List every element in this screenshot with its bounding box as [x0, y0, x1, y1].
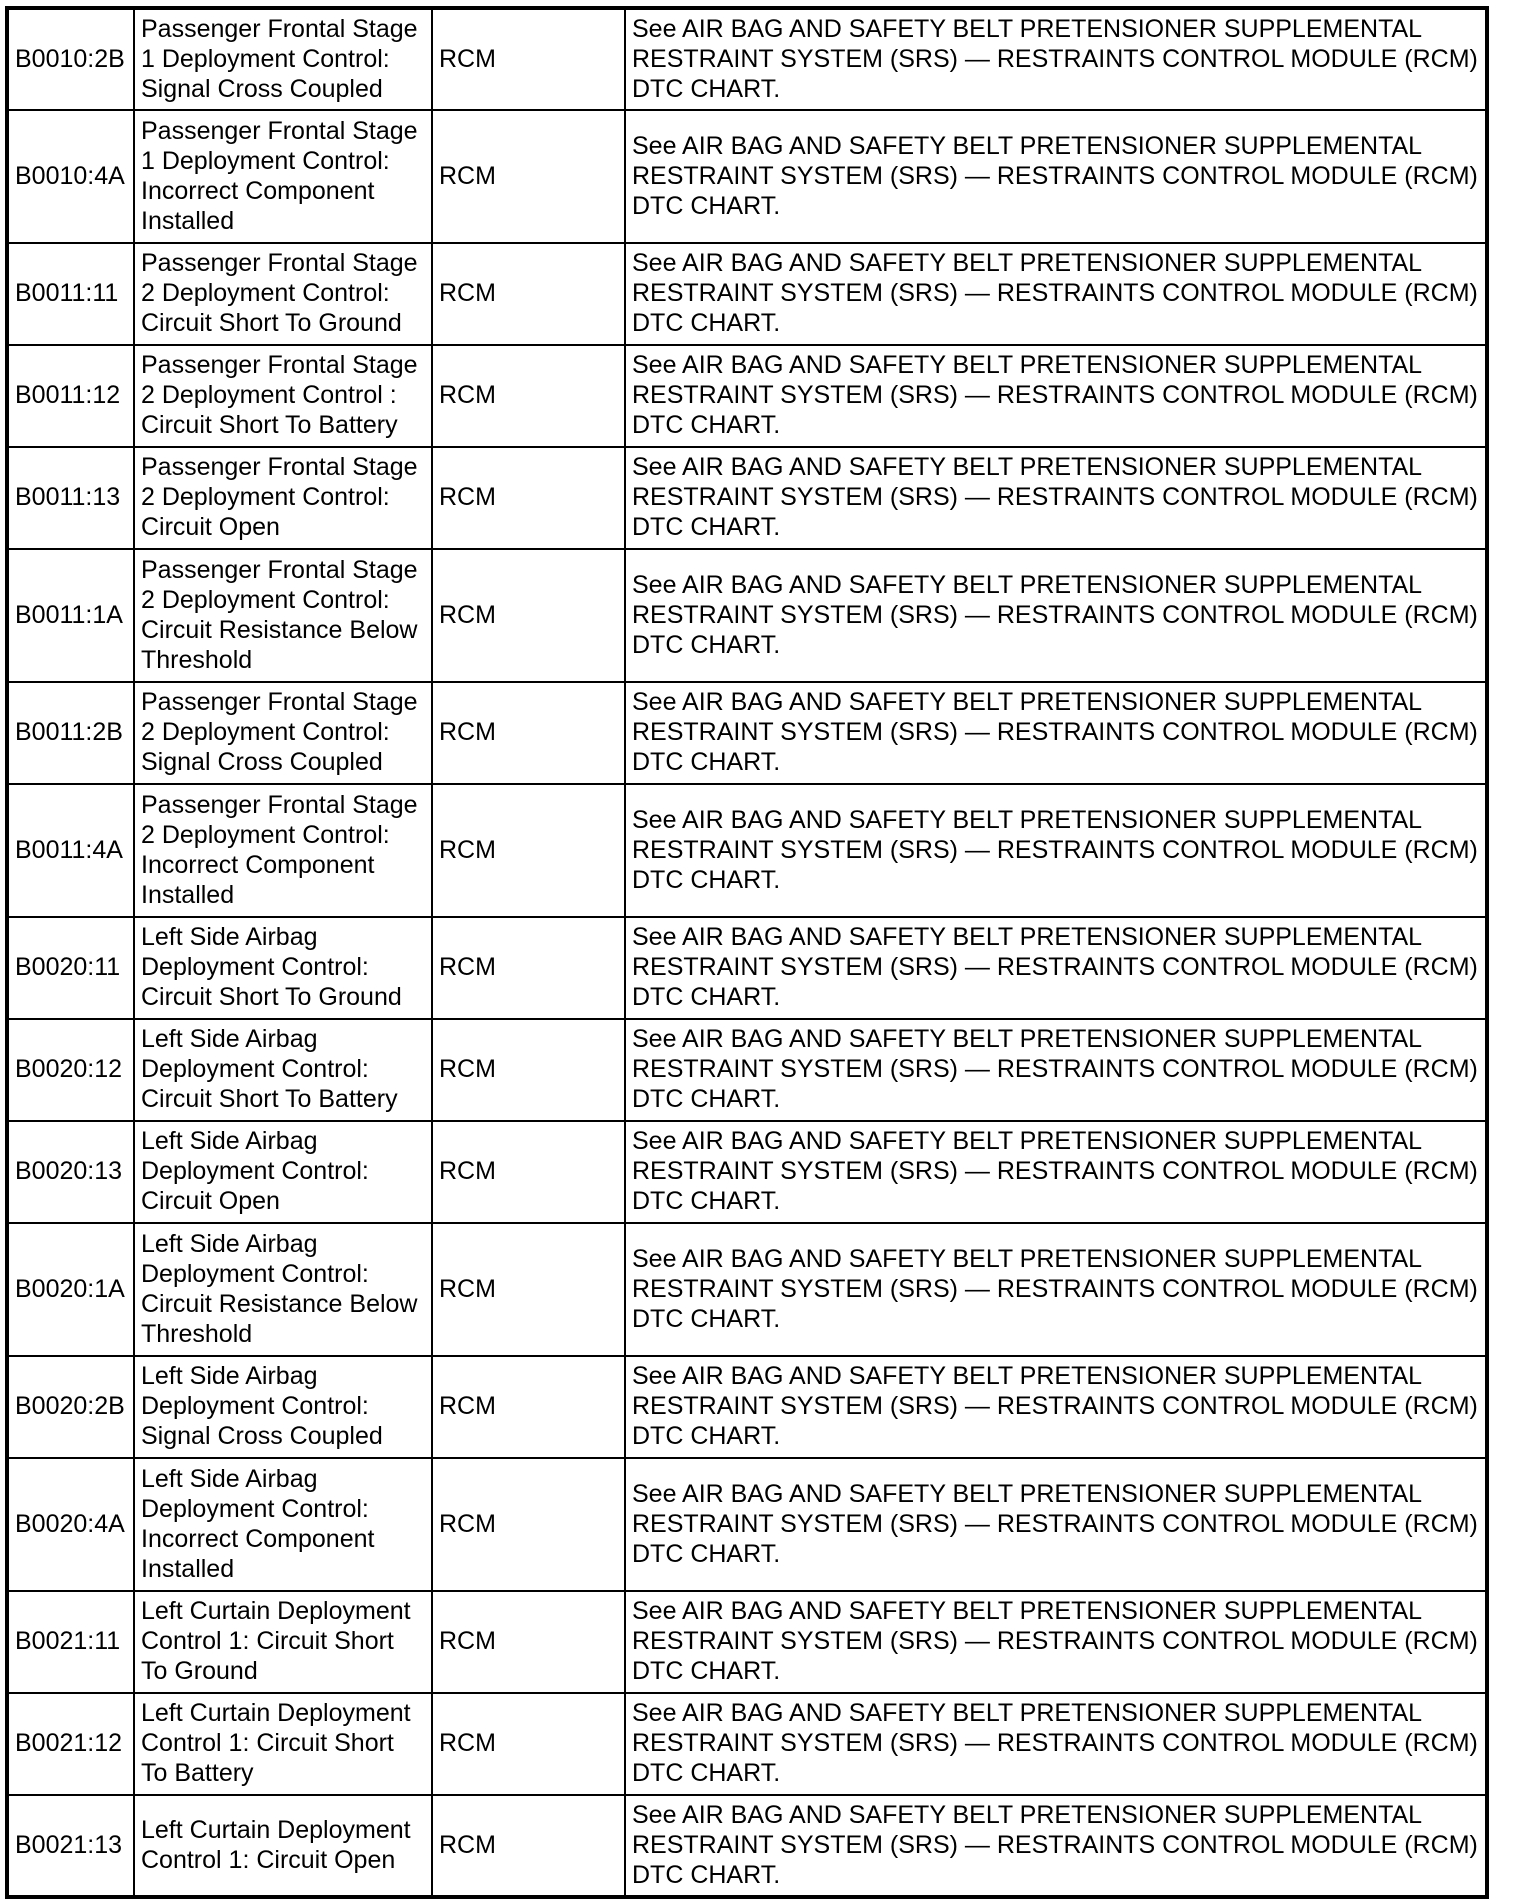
- module-cell: RCM: [432, 110, 625, 243]
- action-cell: See AIR BAG AND SAFETY BELT PRETENSIONER SUPPLEMENTAL RESTRAINT SYSTEM (SRS) — RESTRAINTS CONTROL MODULE (RCM) DTC CHART.: [625, 1356, 1487, 1458]
- table-row: [7, 784, 1487, 917]
- dtc-code-cell: B0010:4A: [7, 110, 134, 243]
- dtc-code-cell: B0011:12: [7, 345, 134, 447]
- action-cell: See AIR BAG AND SAFETY BELT PRETENSIONER SUPPLEMENTAL RESTRAINT SYSTEM (SRS) — RESTRAINTS CONTROL MODULE (RCM) DTC CHART.: [625, 1458, 1487, 1591]
- module-cell: RCM: [432, 1693, 625, 1795]
- dtc-code-cell: B0020:4A: [7, 1458, 134, 1591]
- action-cell: See AIR BAG AND SAFETY BELT PRETENSIONER SUPPLEMENTAL RESTRAINT SYSTEM (SRS) — RESTRAINTS CONTROL MODULE (RCM) DTC CHART.: [625, 1019, 1487, 1121]
- action-cell: See AIR BAG AND SAFETY BELT PRETENSIONER SUPPLEMENTAL RESTRAINT SYSTEM (SRS) — RESTRAINTS CONTROL MODULE (RCM) DTC CHART.: [625, 1591, 1487, 1693]
- dtc-table: [5, 6, 1489, 1899]
- action-cell: See AIR BAG AND SAFETY BELT PRETENSIONER SUPPLEMENTAL RESTRAINT SYSTEM (SRS) — RESTRAINTS CONTROL MODULE (RCM) DTC CHART.: [625, 682, 1487, 784]
- action-cell: See AIR BAG AND SAFETY BELT PRETENSIONER SUPPLEMENTAL RESTRAINT SYSTEM (SRS) — RESTRAINTS CONTROL MODULE (RCM) DTC CHART.: [625, 1693, 1487, 1795]
- dtc-code-cell: B0021:11: [7, 1591, 134, 1693]
- description-cell: Left Curtain Deployment Control 1: Circuit Short To Battery: [134, 1693, 432, 1795]
- table-row: [7, 447, 1487, 549]
- description-cell: Passenger Frontal Stage 2 Deployment Control : Circuit Short To Battery: [134, 345, 432, 447]
- action-cell: See AIR BAG AND SAFETY BELT PRETENSIONER SUPPLEMENTAL RESTRAINT SYSTEM (SRS) — RESTRAINTS CONTROL MODULE (RCM) DTC CHART.: [625, 110, 1487, 243]
- dtc-code-cell: B0011:2B: [7, 682, 134, 784]
- dtc-code-cell: B0011:4A: [7, 784, 134, 917]
- module-cell: RCM: [432, 682, 625, 784]
- action-cell: See AIR BAG AND SAFETY BELT PRETENSIONER SUPPLEMENTAL RESTRAINT SYSTEM (SRS) — RESTRAINTS CONTROL MODULE (RCM) DTC CHART.: [625, 8, 1487, 110]
- dtc-code-cell: B0020:11: [7, 917, 134, 1019]
- table-row: [7, 1591, 1487, 1693]
- table-row: [7, 1458, 1487, 1591]
- description-cell: Passenger Frontal Stage 2 Deployment Control: Circuit Short To Ground: [134, 243, 432, 345]
- description-cell: Left Side Airbag Deployment Control: Circuit Short To Ground: [134, 917, 432, 1019]
- module-cell: RCM: [432, 8, 625, 110]
- module-cell: RCM: [432, 1795, 625, 1897]
- table-row: [7, 1795, 1487, 1897]
- dtc-code-cell: B0011:1A: [7, 549, 134, 682]
- table-row: [7, 1121, 1487, 1223]
- description-cell: Left Side Airbag Deployment Control: Circuit Open: [134, 1121, 432, 1223]
- module-cell: RCM: [432, 447, 625, 549]
- dtc-code-cell: B0011:11: [7, 243, 134, 345]
- module-cell: RCM: [432, 1223, 625, 1356]
- action-cell: See AIR BAG AND SAFETY BELT PRETENSIONER SUPPLEMENTAL RESTRAINT SYSTEM (SRS) — RESTRAINTS CONTROL MODULE (RCM) DTC CHART.: [625, 447, 1487, 549]
- action-cell: See AIR BAG AND SAFETY BELT PRETENSIONER SUPPLEMENTAL RESTRAINT SYSTEM (SRS) — RESTRAINTS CONTROL MODULE (RCM) DTC CHART.: [625, 1795, 1487, 1897]
- description-cell: Left Side Airbag Deployment Control: Circuit Short To Battery: [134, 1019, 432, 1121]
- module-cell: RCM: [432, 1356, 625, 1458]
- module-cell: RCM: [432, 345, 625, 447]
- description-cell: Left Side Airbag Deployment Control: Circuit Resistance Below Threshold: [134, 1223, 432, 1356]
- dtc-code-cell: B0021:13: [7, 1795, 134, 1897]
- dtc-code-cell: B0020:1A: [7, 1223, 134, 1356]
- action-cell: See AIR BAG AND SAFETY BELT PRETENSIONER SUPPLEMENTAL RESTRAINT SYSTEM (SRS) — RESTRAINTS CONTROL MODULE (RCM) DTC CHART.: [625, 243, 1487, 345]
- module-cell: RCM: [432, 784, 625, 917]
- description-cell: Passenger Frontal Stage 2 Deployment Control: Circuit Open: [134, 447, 432, 549]
- dtc-code-cell: B0010:2B: [7, 8, 134, 110]
- table-row: [7, 8, 1487, 110]
- description-cell: Left Curtain Deployment Control 1: Circuit Open: [134, 1795, 432, 1897]
- module-cell: RCM: [432, 1591, 625, 1693]
- module-cell: RCM: [432, 1019, 625, 1121]
- dtc-code-cell: B0021:12: [7, 1693, 134, 1795]
- action-cell: See AIR BAG AND SAFETY BELT PRETENSIONER SUPPLEMENTAL RESTRAINT SYSTEM (SRS) — RESTRAINTS CONTROL MODULE (RCM) DTC CHART.: [625, 784, 1487, 917]
- description-cell: Passenger Frontal Stage 1 Deployment Control: Incorrect Component Installed: [134, 110, 432, 243]
- description-cell: Left Side Airbag Deployment Control: Signal Cross Coupled: [134, 1356, 432, 1458]
- description-cell: Passenger Frontal Stage 2 Deployment Control: Circuit Resistance Below Threshold: [134, 549, 432, 682]
- dtc-code-cell: B0020:12: [7, 1019, 134, 1121]
- table-row: [7, 1223, 1487, 1356]
- table-row: [7, 1019, 1487, 1121]
- table-row: [7, 1693, 1487, 1795]
- dtc-table-body: [7, 8, 1487, 1897]
- description-cell: Left Curtain Deployment Control 1: Circuit Short To Ground: [134, 1591, 432, 1693]
- description-cell: Passenger Frontal Stage 1 Deployment Control: Signal Cross Coupled: [134, 8, 432, 110]
- module-cell: RCM: [432, 243, 625, 345]
- table-row: [7, 1356, 1487, 1458]
- table-row: [7, 682, 1487, 784]
- action-cell: See AIR BAG AND SAFETY BELT PRETENSIONER SUPPLEMENTAL RESTRAINT SYSTEM (SRS) — RESTRAINTS CONTROL MODULE (RCM) DTC CHART.: [625, 1121, 1487, 1223]
- table-row: [7, 917, 1487, 1019]
- dtc-code-cell: B0020:2B: [7, 1356, 134, 1458]
- module-cell: RCM: [432, 1458, 625, 1591]
- description-cell: Left Side Airbag Deployment Control: Incorrect Component Installed: [134, 1458, 432, 1591]
- action-cell: See AIR BAG AND SAFETY BELT PRETENSIONER SUPPLEMENTAL RESTRAINT SYSTEM (SRS) — RESTRAINTS CONTROL MODULE (RCM) DTC CHART.: [625, 549, 1487, 682]
- action-cell: See AIR BAG AND SAFETY BELT PRETENSIONER SUPPLEMENTAL RESTRAINT SYSTEM (SRS) — RESTRAINTS CONTROL MODULE (RCM) DTC CHART.: [625, 1223, 1487, 1356]
- dtc-code-cell: B0011:13: [7, 447, 134, 549]
- description-cell: Passenger Frontal Stage 2 Deployment Control: Signal Cross Coupled: [134, 682, 432, 784]
- module-cell: RCM: [432, 917, 625, 1019]
- module-cell: RCM: [432, 549, 625, 682]
- table-row: [7, 549, 1487, 682]
- table-row: [7, 243, 1487, 345]
- action-cell: See AIR BAG AND SAFETY BELT PRETENSIONER SUPPLEMENTAL RESTRAINT SYSTEM (SRS) — RESTRAINTS CONTROL MODULE (RCM) DTC CHART.: [625, 917, 1487, 1019]
- table-row: [7, 110, 1487, 243]
- description-cell: Passenger Frontal Stage 2 Deployment Control: Incorrect Component Installed: [134, 784, 432, 917]
- module-cell: RCM: [432, 1121, 625, 1223]
- action-cell: See AIR BAG AND SAFETY BELT PRETENSIONER SUPPLEMENTAL RESTRAINT SYSTEM (SRS) — RESTRAINTS CONTROL MODULE (RCM) DTC CHART.: [625, 345, 1487, 447]
- dtc-code-cell: B0020:13: [7, 1121, 134, 1223]
- table-row: [7, 345, 1487, 447]
